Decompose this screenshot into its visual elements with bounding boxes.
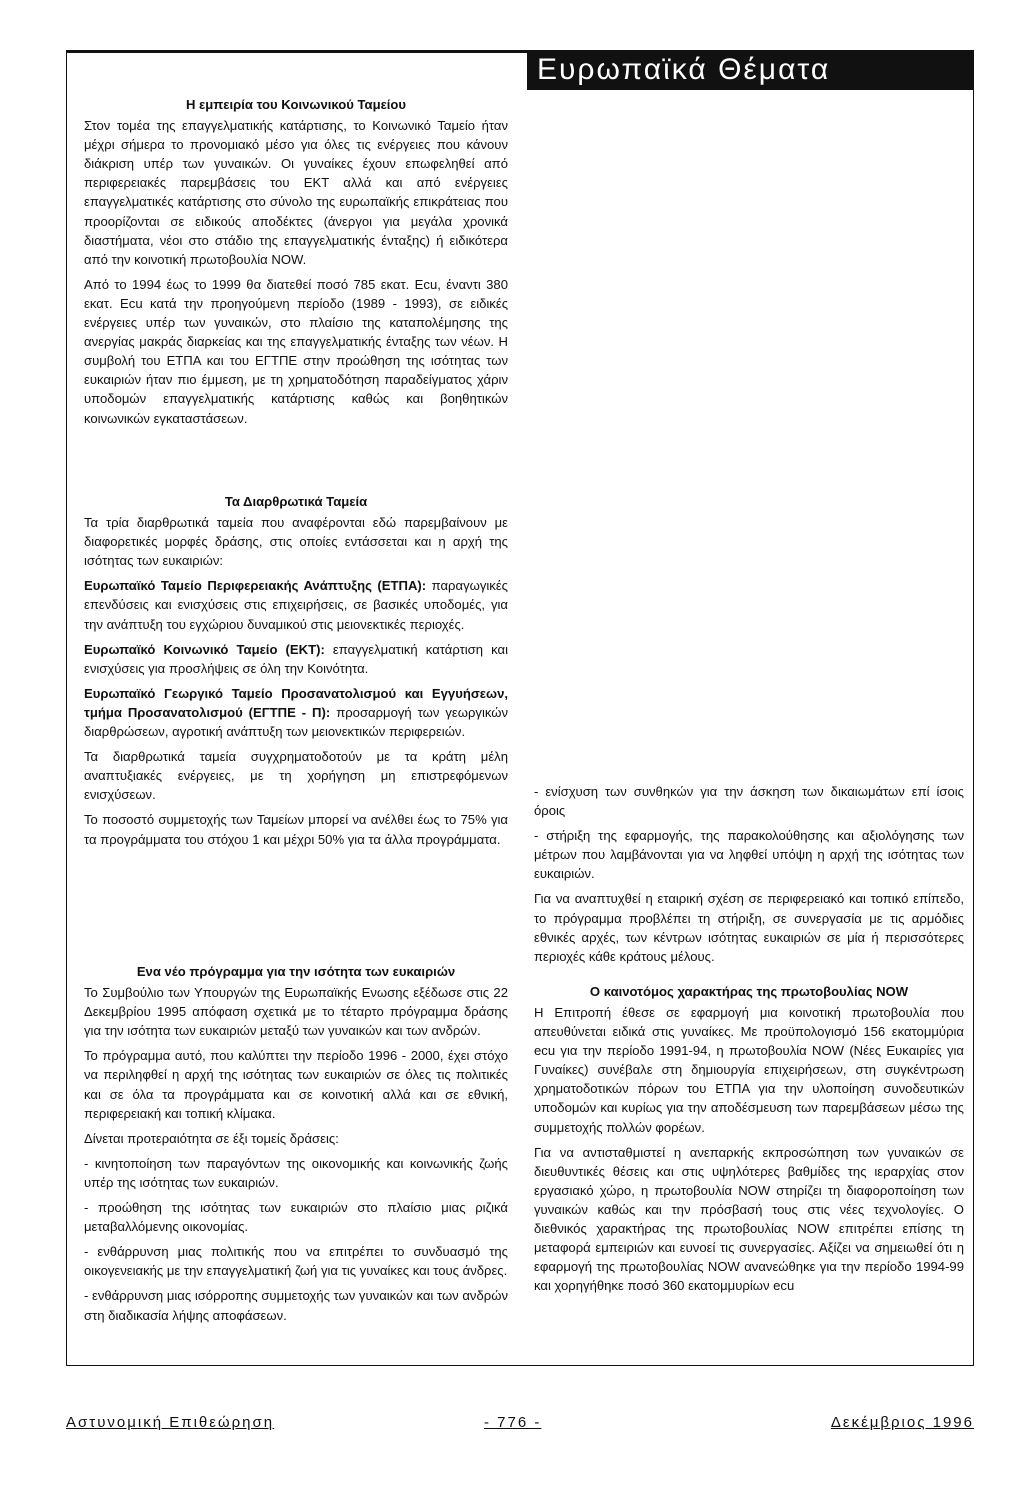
paragraph: Στον τομέα της επαγγελματικής κατάρτισης, το Κοινωνικό Ταμείο ήταν μέχρι σήμερα το προνομιακό μέσο για όλες τις ενέργειες που κάνουν διάκριση υπέρ των γυναικών. Οι γυναίκες έχουν επωφεληθεί από περιφερειακές παρεμβάσεις του ΕΚΤ αλλά και από ενέργειες επαγγελματικές κατάρτισης στο σύνολο της ευρωπαϊκής επικράτειας που προορίζονται σε ειδικούς αποδέκτες (άνεργοι για μεγάλα χρονικά διαστήματα, νέοι στο στάδιο της επαγγελματικής ένταξης) ή ειδικότερα από την κοινοτική πρωτοβουλία NOW. [84,118,508,267]
bullet-item: - ενθάρρυνση μιας ισόρροπης συμμετοχής των γυναικών και των ανδρών στη διαδικασία λήψης αποφάσεων. [84,1288,508,1323]
column-left-top [84,95,508,434]
paragraph-erdf [84,576,508,633]
esf-text: επαγγελματική κατάρτιση και ενισχύσεις για προσλήψεις σε όλη την Κοινότητα. [84,641,509,676]
heading-social-fund: Η εμπειρία του Κοινωνικού Ταμείου [185,97,407,112]
paragraph-esf [84,640,508,678]
bullet-item: - προώθηση της ισότητας των ευκαιριών στο πλαίσιο μιας ριζικά μεταβαλλόμενης οικονομίας. [84,1200,508,1235]
paragraph: Το ποσοστό συμμετοχής των Ταμείων μπορεί να ανέλθει έως το 75% για τα προγράμματα του στόχου 1 και μέχρι 50% για τα άλλα προγράμματα. [84,812,508,847]
erdf-lead: Ευρωπαϊκό Ταμείο Περιφερειακής Ανάπτυξης (ΕΤΠΑ): [84,578,427,594]
paragraph: Τα διαρθρωτικά ταμεία συγχρηματοδοτούν με τα κράτη μέλη αναπτυξιακές ενέργειες, με τη χορήγηση μη επιστρεφόμενων ενισχύσεων. [84,749,508,803]
footer-issue-date: Δεκέμβριος 1996 [830,1414,974,1431]
bullet-item: - κινητοποίηση των παραγόντων της οικονομικής και κοινωνικής ζωής υπέρ της ισότητας των ευκαιριών. [84,1155,508,1190]
esf-lead: Ευρωπαϊκό Κοινωνικό Ταμείο (ΕΚΤ): [84,641,325,657]
heading-now-initiative: Ο καινοτόμος χαρακτήρας της πρωτοβουλίας NOW [589,983,909,999]
column-left-bottom [84,962,508,1331]
paragraph-eaggf [84,684,508,741]
paragraph: Τα τρία διαρθρωτικά ταμεία που αναφέρονται εδώ παρεμβαίνουν με διαφορετικές μορφές δράσης, στις οποίες εντάσσεται και η αρχή της ισότητας των ευκαιριών: [84,515,508,569]
paragraph: Δίνεται προτεραιότητα σε έξι τομείς δράσεις: [84,1130,339,1146]
column-right [534,782,964,1301]
column-left-mid [84,492,508,855]
paragraph: Η Επιτροπή έθεσε σε εφαρμογή μια κοινοτική πρωτοβουλία που απευθύνεται ειδικά στις γυναίκες. Με προϋπολογισμό 156 εκατομμύρια ecu για την περίοδο 1991-94, η πρωτοβουλία NOW (Νέες Ευκαιρίες για Γυναίκες) συνέβαλε στη δημιουργία επιχειρήσεων, στη συγκέντρωση χρηματοδοτικών πόρων του ΕΤΠΑ για την υλοποίηση συνοδευτικών υποδομών και κυρίως για την αποδέσμευση των παρεμβάσεων μέσω της συμμετοχής πολλών φορέων. [534,1004,964,1135]
section-title: Ευρωπαϊκά Θέματα [527,50,974,90]
footer-publication: Αστυνομική Επιθεώρηση [66,1414,275,1431]
paragraph: Για να αναπτυχθεί η εταιρική σχέση σε περιφερειακό και τοπικό επίπεδο, το πρόγραμμα προβλέπει τη στήριξη, σε συνεργασία με τις αρμόδιες εθνικές αρχές, των κέντρων ισότητας ευκαιριών σε μία ή περισσότερες περιοχές κάθε κράτους μέλους. [534,891,964,964]
heading-structural-funds: Τα Διαρθρωτικά Ταμεία [224,494,368,509]
heading-new-programme: Ενα νέο πρόγραμμα για την ισότητα των ευκαιριών [136,964,456,979]
eaggf-lead: Ευρωπαϊκό Γεωργικό Ταμείο Προσανατολισμού και Εγγυήσεων, τμήμα Προσανατολισμού (ΕΓΤΠΕ - Π): [84,685,508,720]
bullet-item: - ενίσχυση των συνθηκών για την άσκηση των δικαιωμάτων επί ίσοις όροις [534,784,964,819]
bullet-item: - στήριξη της εφαρμογής, της παρακολούθησης και αξιολόγησης των μέτρων που λαμβάνονται για να ληφθεί υπόψη η αρχή της ισότητας των ευκαιριών. [534,828,964,882]
footer-page-number: - 776 - [484,1414,542,1431]
eaggf-text: προσαρμογή των γεωργικών διαρθρώσεων, αγροτική ανάπτυξη των μειονεκτικών περιφερειών. [84,704,509,740]
bullet-item: - ενθάρρυνση μιας πολιτικής που να επιτρέπει το συνδυασμό της οικογενειακής με την επαγγελματική ζωή για τις γυναίκες και τους άνδρες. [84,1244,508,1279]
paragraph: Από το 1994 έως το 1999 θα διατεθεί ποσό 785 εκατ. Ecu, έναντι 380 εκατ. Ecu κατά την προηγούμενη περίοδο (1989 - 1993), σε ειδικές ενέργειες υπέρ των γυναικών, στο πλαίσιο της καταπολέμησης της ανεργίας μακράς διαρκείας και της επαγγελματικής ένταξης των νέων. Η συμβολή του ΕΤΠΑ και του ΕΓΤΠΕ στην προώθηση της ισότητας των ευκαιριών ήταν πιο έμμεση, με τη χρηματοδότηση παραδείγματος χάριν υποδομών επαγγελματικής κατάρτισης καθώς και βοηθητικών κοινωνικών εγκαταστάσεων. [84,276,508,426]
erdf-text: παραγωγικές επενδύσεις και ενισχύσεις στις επιχειρήσεις, σε βασικές υποδομές, για την ανάπτυξη του εγχώριου δυναμικού στις μειονεκτικές περιοχές. [84,578,508,632]
paragraph: Το πρόγραμμα αυτό, που καλύπτει την περίοδο 1996 - 2000, έχει στόχο να περιληφθεί η αρχή της ισότητας των ευκαιριών σε όλες τις πολιτικές και σε όλα τα προγράμματα και σε κοινοτική αλλά και σε εθνική, περιφερειακή και τοπική κλίμακα. [84,1048,508,1121]
paragraph: Το Συμβούλιο των Υπουργών της Ευρωπαϊκής Ενωσης εξέδωσε στις 22 Δεκεμβρίου 1995 απόφαση σχετικά με το τέταρτο πρόγραμμα δράσης για την ισότητα των ευκαιριών μεταξύ των γυναικών και των ανδρών. [84,985,508,1039]
paragraph: Για να αντισταθμιστεί η ανεπαρκής εκπροσώπηση των γυναικών σε διευθυντικές θέσεις και στις υψηλότερες βαθμίδες της ιεραρχίας στον εργασιακό χώρο, η πρωτοβουλία NOW στηρίζει τη διαφοροποίηση των γυναικών καθώς και την πρόσβασή τους στις νέες τεχνολογίες. Ο διεθνικός χαρακτήρας της πρωτοβουλίας NOW επιτρέπει επίσης τη μεταφορά εμπειριών και ευνοεί τις συνεργασίες. Αξίζει να σημειωθεί ότι η εφαρμογή της πρωτοβουλίας NOW ανανεώθηκε για την περίοδο 1994-99 και χορηγήθηκε ποσό 360 εκατομμυρίων ecu [534,1144,964,1294]
